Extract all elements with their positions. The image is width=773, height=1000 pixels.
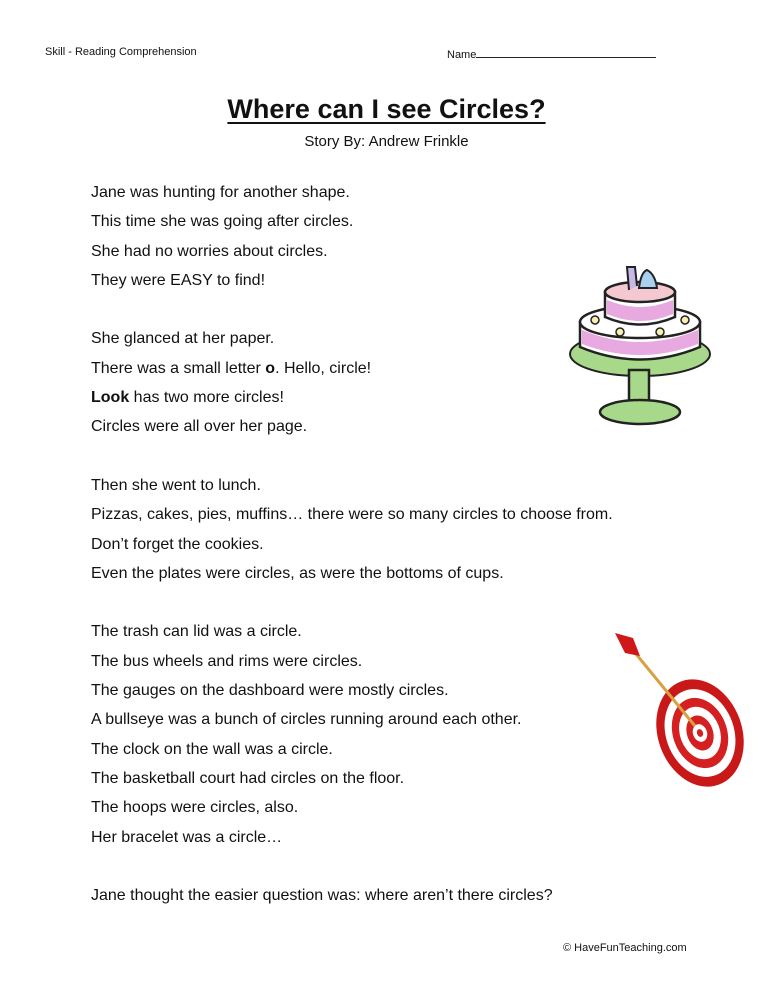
paragraph-gap [91,588,613,617]
story-line: Then she went to lunch. [91,476,261,494]
text: There was a small letter [91,359,266,377]
story-line [91,383,613,412]
story-line: The clock on the wall was a circle. [91,740,333,758]
page-title: Where can I see Circles? [227,94,546,124]
story-line: A bullseye was a bunch of circles running around each other. [91,711,522,729]
story-line: The gauges on the dashboard were mostly circles. [91,682,449,700]
story-line: Jane thought the easier question was: where aren’t there circles? [91,887,553,905]
bold-letter-o: o [265,359,276,377]
story-line: This time she was going after circles. [91,213,354,231]
story-line: They were EASY to find! [91,271,266,289]
story-line: Her bracelet was a circle… [91,828,283,846]
copyright-footer: © HaveFunTeaching.com [563,942,687,954]
name-label: Name [447,49,477,61]
story-line: The trash can lid was a circle. [91,623,302,641]
story-line: She glanced at her paper. [91,330,275,348]
paragraph-gap [91,442,613,471]
byline: Story By: Andrew Frinkle [304,133,469,150]
name-blank-line [476,46,656,58]
story-line [91,354,613,383]
cake-illustration [565,262,715,437]
bold-word-look: Look [91,389,130,407]
story-line: The basketball court had circles on the floor. [91,769,405,787]
story-line: Circles were all over her page. [91,418,308,436]
paragraph-gap [91,295,613,324]
story-line: Pizzas, cakes, pies, muffins… there were so many circles to choose from. [91,506,613,524]
story-line: Don’t forget the cookies. [91,535,264,553]
skill-label: Skill - Reading Comprehension [45,46,197,58]
story-line: The hoops were circles, also. [91,799,299,817]
bullseye-target-illustration [605,628,755,793]
text: has two more circles! [129,389,284,407]
text: . Hello, circle! [275,359,372,377]
story-line: Jane was hunting for another shape. [91,184,350,201]
story-line: The bus wheels and rims were circles. [91,652,363,670]
story-body [91,178,613,910]
story-line: Even the plates were circles, as were the bottoms of cups. [91,564,504,582]
name-field [447,46,656,61]
paragraph-gap [91,852,613,881]
story-line: She had no worries about circles. [91,242,328,260]
